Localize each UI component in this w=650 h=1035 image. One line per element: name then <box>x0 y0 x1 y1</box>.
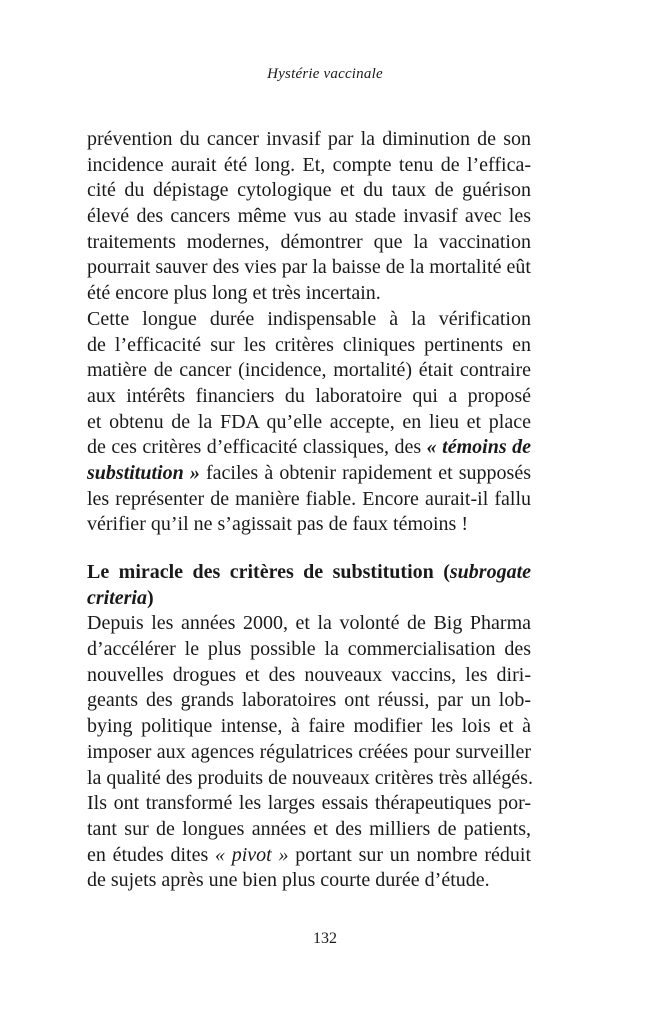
heading-term: subrogate <box>449 561 531 583</box>
text-line: aux intérêts financiers du laboratoire qui a proposé <box>87 384 531 407</box>
text-run: portant sur un nombre réduit <box>288 843 531 866</box>
text-line: été encore plus long et très incertain. <box>87 282 381 305</box>
text-line: d’accélérer le plus possible la commercialisation des <box>87 638 531 661</box>
text-line: de l’efficacité sur les critères cliniques pertinents en <box>87 333 531 356</box>
text-line: la qualité des produits de nouveaux critères très allégés. <box>87 766 533 789</box>
running-head: Hystérie vaccinale <box>267 66 383 82</box>
text-run: de ces critères d’efficacité classiques, des <box>87 436 427 459</box>
emphasis-term: « témoins de <box>426 436 531 459</box>
text-line: nouvelles drogues et des nouveaux vaccins, les diri- <box>87 663 531 686</box>
body-text <box>87 127 531 894</box>
heading-text: Le miracle des critères de substitution ( <box>87 561 450 583</box>
text-line: imposer aux agences régulatrices créées pour surveiller <box>87 740 531 763</box>
text-line: tant sur de longues années et des milliers de patients, <box>87 817 531 840</box>
text-line: et obtenu de la FDA qu’elle accepte, en lieu et place <box>87 410 531 433</box>
text-line: Cette longue durée indispensable à la vérification <box>87 307 531 330</box>
text-line: traitements modernes, démontrer que la vaccination <box>87 230 531 253</box>
page-number: 132 <box>313 930 337 947</box>
text-line <box>87 435 531 461</box>
heading-text: ) <box>147 586 154 609</box>
emphasis-term: « pivot » <box>214 843 289 866</box>
text-line: cité du dépistage cytologique et du taux de guérison <box>87 179 531 202</box>
text-line: incidence aurait été long. Et, compte tenu de l’effica- <box>87 153 531 176</box>
text-line <box>87 461 531 487</box>
text-run: en études dites <box>87 843 215 866</box>
text-line: vérifier qu’il ne s’agissait pas de faux témoins ! <box>87 513 468 536</box>
heading-term: criteria <box>87 586 147 609</box>
text-line: Depuis les années 2000, et la volonté de Big Pharma <box>87 612 531 635</box>
text-line: prévention du cancer invasif par la diminution de son <box>87 128 531 150</box>
text-line: les représenter de manière fiable. Encore aurait-il fallu <box>87 487 531 510</box>
text-line: bying politique intense, à faire modifier les lois et à <box>87 715 531 738</box>
text-line: Ils ont transformé les larges essais thérapeutiques por- <box>87 792 531 815</box>
text-line <box>87 843 531 869</box>
text-line: élevé des cancers même vus au stade invasif avec les <box>87 205 531 228</box>
emphasis-term: substitution » <box>87 461 200 484</box>
section-heading <box>87 560 531 586</box>
text-line: geants des grands laboratoires ont réussi, par un lob- <box>87 689 531 712</box>
text-line: pourrait sauver des vies par la baisse de la mortalité eût <box>87 256 531 279</box>
paragraph-gap <box>87 538 531 560</box>
section-heading <box>87 586 531 612</box>
text-run: faciles à obtenir rapidement et supposés <box>199 461 531 484</box>
text-line: de sujets après une bien plus courte durée d’étude. <box>87 869 490 892</box>
text-line: matière de cancer (incidence, mortalité) était contraire <box>87 359 531 382</box>
